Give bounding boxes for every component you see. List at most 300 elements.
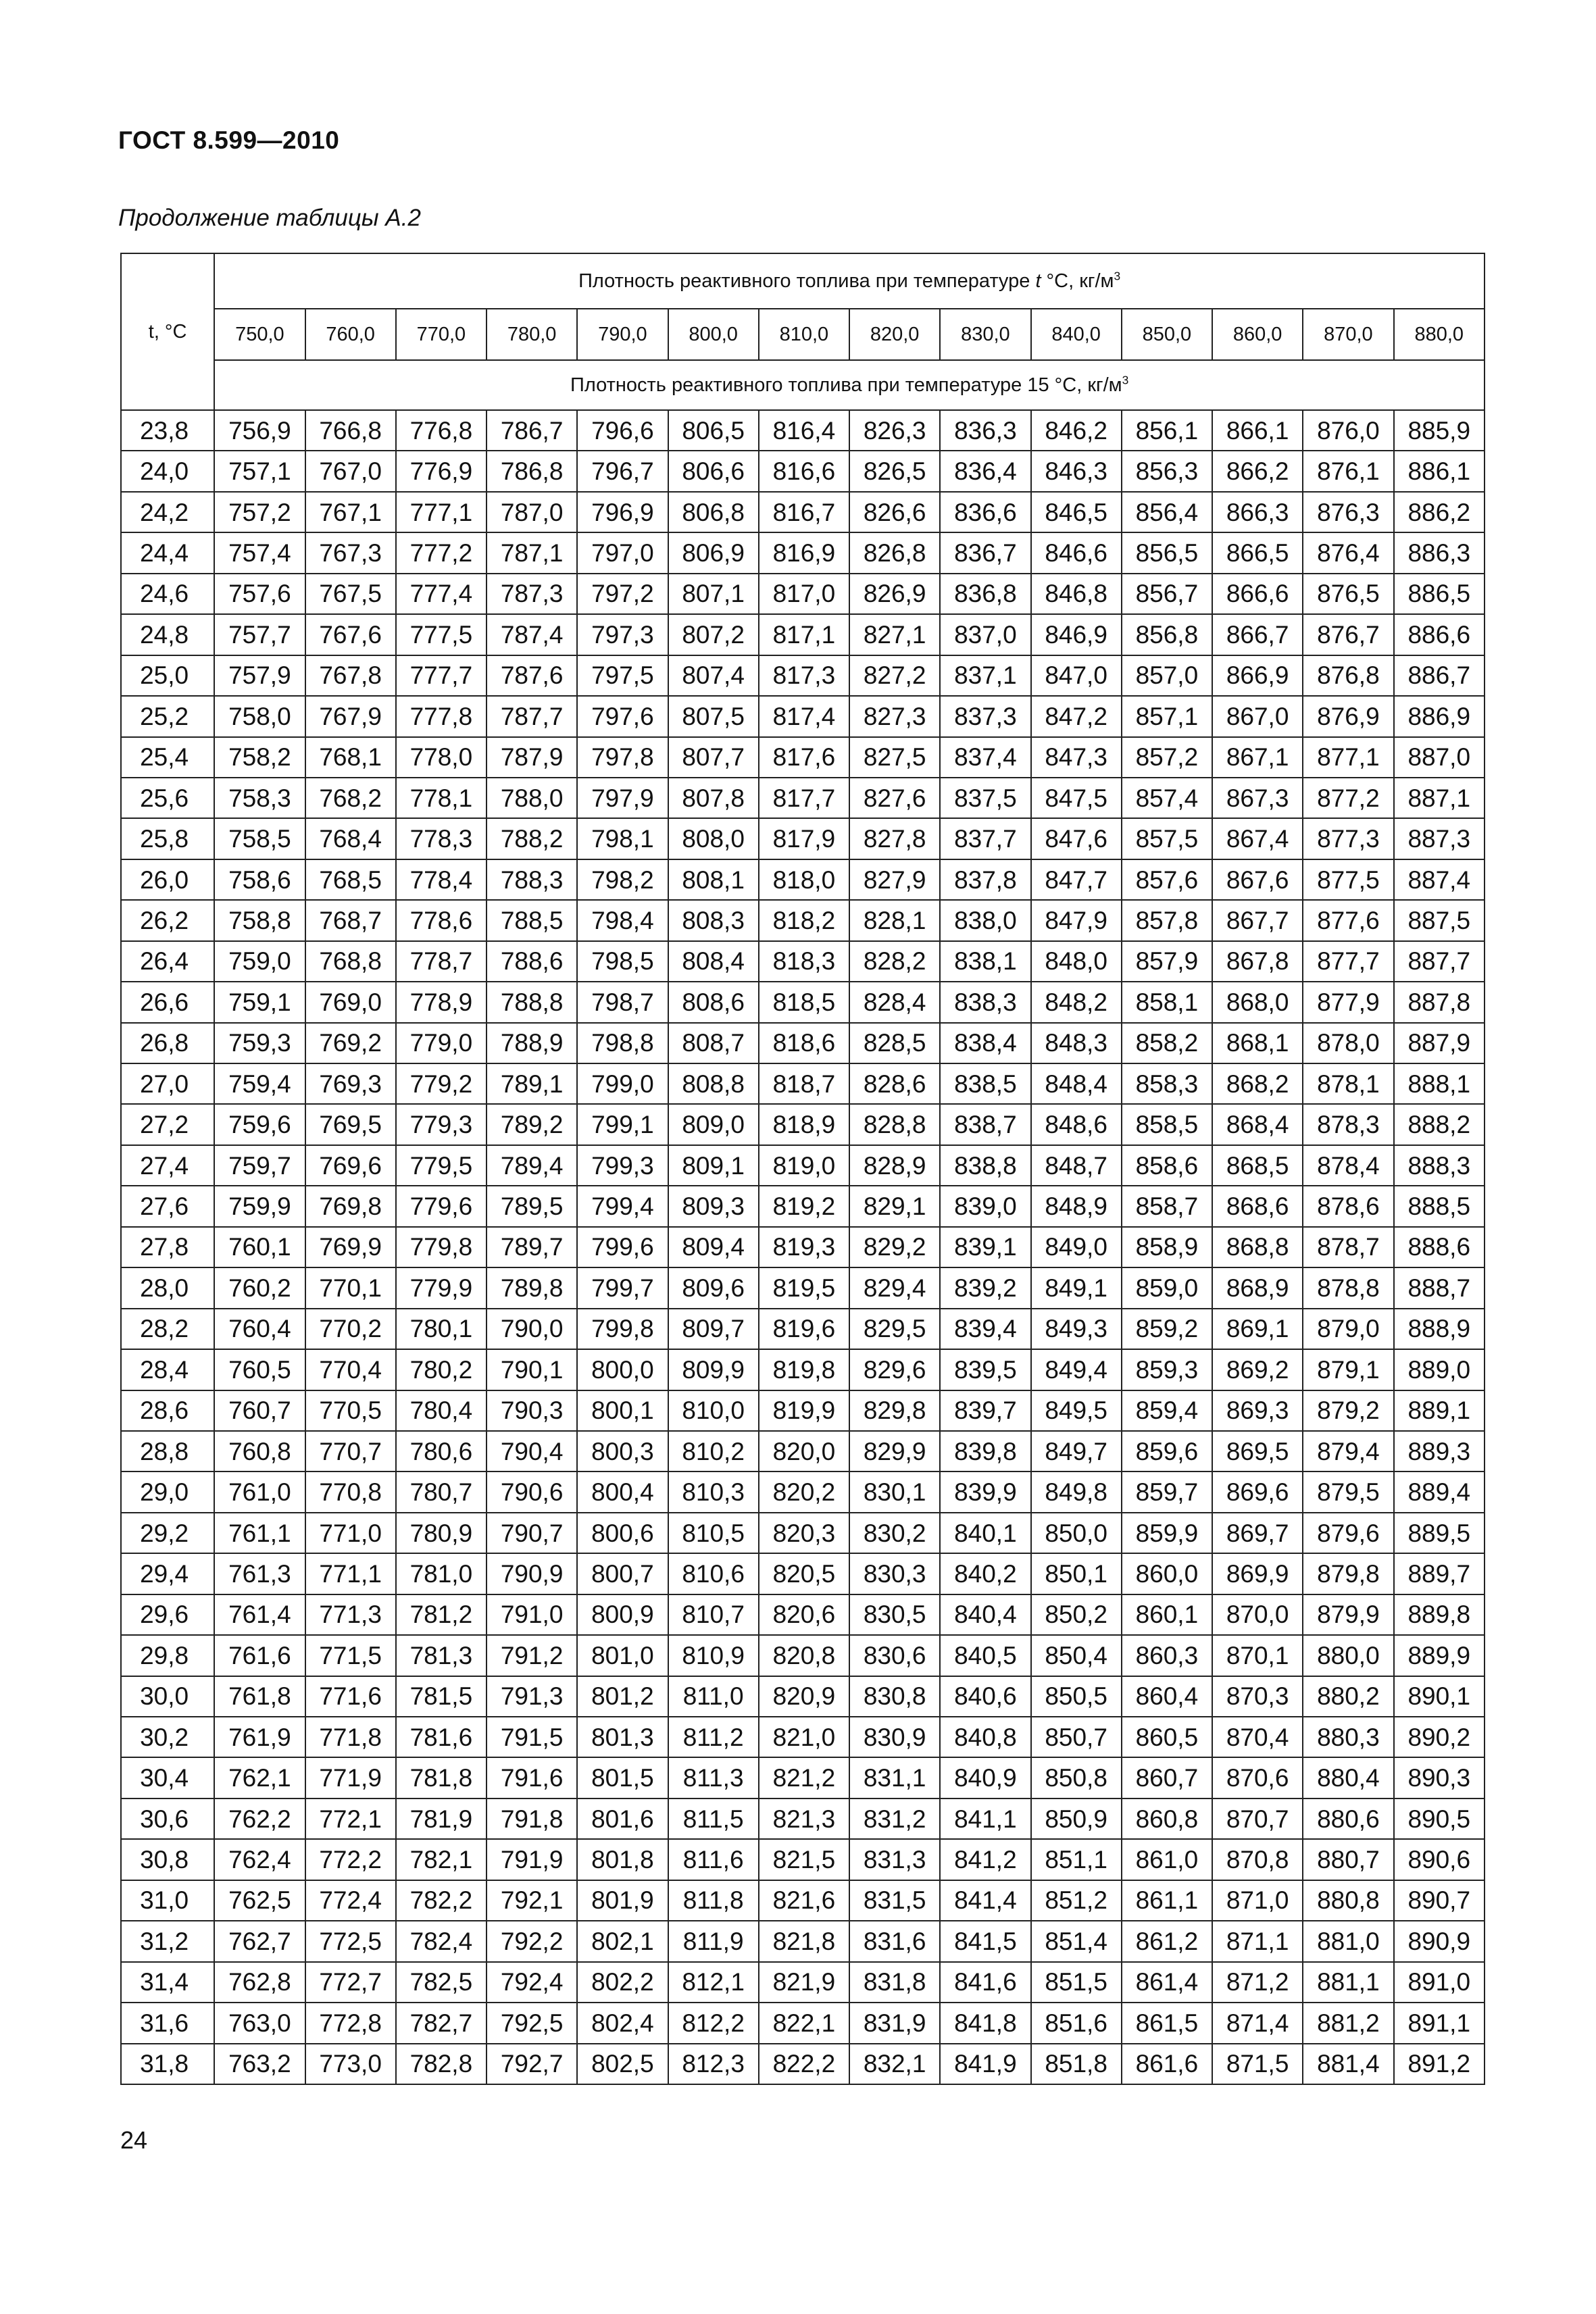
density-cell: 877,1 — [1303, 737, 1393, 778]
density-cell: 870,6 — [1212, 1757, 1303, 1798]
density-cell: 799,7 — [577, 1267, 668, 1308]
density-cell: 867,6 — [1212, 859, 1303, 900]
density-cell: 801,9 — [577, 1880, 668, 1921]
density-cell: 859,7 — [1122, 1472, 1212, 1512]
density-cell: 857,9 — [1122, 941, 1212, 982]
density-cell: 821,2 — [759, 1757, 849, 1798]
density-cell: 831,6 — [849, 1921, 940, 1961]
density-cell: 771,0 — [305, 1513, 396, 1553]
density-cell: 766,8 — [305, 410, 396, 451]
temperature-cell: 26,0 — [121, 859, 214, 900]
density-cell: 879,1 — [1303, 1349, 1393, 1390]
density-cell: 791,6 — [487, 1757, 577, 1798]
density-cell: 807,5 — [668, 696, 759, 736]
density-cell: 871,5 — [1212, 2044, 1303, 2084]
density-cell: 790,3 — [487, 1390, 577, 1431]
table-row — [121, 1186, 1485, 1226]
density-cell: 827,8 — [849, 818, 940, 859]
density-cell: 851,8 — [1031, 2044, 1122, 2084]
density-cell: 798,2 — [577, 859, 668, 900]
density-cell: 760,7 — [214, 1390, 305, 1431]
density-cell: 887,8 — [1394, 982, 1485, 1022]
density-cell: 760,2 — [214, 1267, 305, 1308]
density-cell: 791,5 — [487, 1717, 577, 1757]
density-cell: 779,6 — [396, 1186, 487, 1226]
density-cell: 801,5 — [577, 1757, 668, 1798]
t-header-cell — [121, 253, 214, 410]
density-cell: 857,1 — [1122, 696, 1212, 736]
density-cell: 848,0 — [1031, 941, 1122, 982]
density-cell: 846,2 — [1031, 410, 1122, 451]
density-cell: 826,5 — [849, 451, 940, 491]
table-row — [121, 1635, 1485, 1676]
density-cell: 767,9 — [305, 696, 396, 736]
density-cell: 792,2 — [487, 1921, 577, 1961]
column-header: 820,0 — [849, 309, 940, 360]
density-cell: 763,2 — [214, 2044, 305, 2084]
density-cell: 806,8 — [668, 492, 759, 532]
density-cell: 857,0 — [1122, 655, 1212, 696]
density-cell: 850,7 — [1031, 1717, 1122, 1757]
density-cell: 810,7 — [668, 1594, 759, 1635]
temperature-cell: 30,0 — [121, 1676, 214, 1717]
density-cell: 880,7 — [1303, 1839, 1393, 1880]
density-cell: 788,3 — [487, 859, 577, 900]
density-cell: 871,4 — [1212, 2003, 1303, 2043]
density-cell: 846,3 — [1031, 451, 1122, 491]
density-cell: 779,2 — [396, 1063, 487, 1104]
density-cell: 857,2 — [1122, 737, 1212, 778]
density-cell: 860,3 — [1122, 1635, 1212, 1676]
density-cell: 827,9 — [849, 859, 940, 900]
density-cell: 856,7 — [1122, 574, 1212, 614]
density-cell: 820,5 — [759, 1553, 849, 1594]
density-cell: 849,8 — [1031, 1472, 1122, 1512]
density-cell: 797,8 — [577, 737, 668, 778]
density-cell: 881,2 — [1303, 2003, 1393, 2043]
table-row — [121, 1594, 1485, 1635]
density-cell: 777,2 — [396, 532, 487, 573]
density-cell: 762,2 — [214, 1799, 305, 1839]
density-cell: 858,5 — [1122, 1104, 1212, 1145]
density-cell: 840,9 — [940, 1757, 1030, 1798]
density-cell: 807,7 — [668, 737, 759, 778]
density-cell: 811,8 — [668, 1880, 759, 1921]
density-cell: 787,1 — [487, 532, 577, 573]
density-cell: 859,9 — [1122, 1513, 1212, 1553]
table-row — [121, 1104, 1485, 1145]
density-cell: 768,4 — [305, 818, 396, 859]
density-cell: 871,0 — [1212, 1880, 1303, 1921]
density-cell: 870,1 — [1212, 1635, 1303, 1676]
density-cell: 868,5 — [1212, 1145, 1303, 1186]
density-cell: 809,6 — [668, 1267, 759, 1308]
temperature-cell: 26,2 — [121, 900, 214, 940]
density-cell: 831,9 — [849, 2003, 940, 2043]
density-cell: 812,1 — [668, 1962, 759, 2003]
density-cell: 772,7 — [305, 1962, 396, 2003]
density-cell: 860,8 — [1122, 1799, 1212, 1839]
density-cell: 771,9 — [305, 1757, 396, 1798]
bottom-header-cell — [214, 360, 1485, 410]
density-cell: 878,6 — [1303, 1186, 1393, 1226]
density-cell: 786,8 — [487, 451, 577, 491]
density-cell: 760,1 — [214, 1227, 305, 1267]
temperature-cell: 27,8 — [121, 1227, 214, 1267]
column-header: 760,0 — [305, 309, 396, 360]
density-cell: 800,9 — [577, 1594, 668, 1635]
density-cell: 808,0 — [668, 818, 759, 859]
density-cell: 811,0 — [668, 1676, 759, 1717]
density-cell: 879,2 — [1303, 1390, 1393, 1431]
density-cell: 866,5 — [1212, 532, 1303, 573]
density-cell: 829,5 — [849, 1309, 940, 1349]
density-cell: 791,9 — [487, 1839, 577, 1880]
density-cell: 886,5 — [1394, 574, 1485, 614]
table-row — [121, 1513, 1485, 1553]
density-cell: 887,3 — [1394, 818, 1485, 859]
density-cell: 859,2 — [1122, 1309, 1212, 1349]
density-cell: 826,3 — [849, 410, 940, 451]
density-cell: 830,5 — [849, 1594, 940, 1635]
density-cell: 797,2 — [577, 574, 668, 614]
density-cell: 788,5 — [487, 900, 577, 940]
density-cell: 830,1 — [849, 1472, 940, 1512]
density-cell: 850,5 — [1031, 1676, 1122, 1717]
density-cell: 848,7 — [1031, 1145, 1122, 1186]
density-cell: 798,5 — [577, 941, 668, 982]
density-cell: 788,2 — [487, 818, 577, 859]
table-row — [121, 1431, 1485, 1472]
density-cell: 759,0 — [214, 941, 305, 982]
density-cell: 841,2 — [940, 1839, 1030, 1880]
column-header-row — [121, 309, 1485, 360]
density-cell: 858,1 — [1122, 982, 1212, 1022]
density-cell: 858,3 — [1122, 1063, 1212, 1104]
temperature-cell: 25,6 — [121, 778, 214, 818]
column-header: 770,0 — [396, 309, 487, 360]
density-cell: 757,4 — [214, 532, 305, 573]
density-cell: 778,7 — [396, 941, 487, 982]
density-cell: 762,5 — [214, 1880, 305, 1921]
density-cell: 867,8 — [1212, 941, 1303, 982]
density-cell: 880,3 — [1303, 1717, 1393, 1757]
density-cell: 816,6 — [759, 451, 849, 491]
density-cell: 770,8 — [305, 1472, 396, 1512]
density-cell: 791,3 — [487, 1676, 577, 1717]
column-header: 810,0 — [759, 309, 849, 360]
table-row — [121, 941, 1485, 982]
density-cell: 837,3 — [940, 696, 1030, 736]
temperature-cell: 28,4 — [121, 1349, 214, 1390]
density-cell: 770,4 — [305, 1349, 396, 1390]
density-cell: 762,8 — [214, 1962, 305, 2003]
density-cell: 860,4 — [1122, 1676, 1212, 1717]
density-cell: 807,8 — [668, 778, 759, 818]
density-cell: 816,4 — [759, 410, 849, 451]
density-cell: 868,4 — [1212, 1104, 1303, 1145]
density-cell: 869,6 — [1212, 1472, 1303, 1512]
density-cell: 798,7 — [577, 982, 668, 1022]
density-cell: 763,0 — [214, 2003, 305, 2043]
density-cell: 769,2 — [305, 1023, 396, 1063]
density-cell: 769,5 — [305, 1104, 396, 1145]
density-cell: 761,0 — [214, 1472, 305, 1512]
density-cell: 761,4 — [214, 1594, 305, 1635]
density-cell: 840,6 — [940, 1676, 1030, 1717]
density-cell: 780,9 — [396, 1513, 487, 1553]
density-cell: 786,7 — [487, 410, 577, 451]
column-header: 860,0 — [1212, 309, 1303, 360]
density-cell: 817,3 — [759, 655, 849, 696]
density-cell: 887,0 — [1394, 737, 1485, 778]
density-cell: 887,4 — [1394, 859, 1485, 900]
density-cell: 837,5 — [940, 778, 1030, 818]
density-cell: 760,4 — [214, 1309, 305, 1349]
bottom-header-sup: 3 — [1122, 372, 1129, 386]
density-cell: 890,5 — [1394, 1799, 1485, 1839]
density-cell: 851,1 — [1031, 1839, 1122, 1880]
density-cell: 861,6 — [1122, 2044, 1212, 2084]
density-cell: 819,0 — [759, 1145, 849, 1186]
density-cell: 772,5 — [305, 1921, 396, 1961]
density-cell: 837,7 — [940, 818, 1030, 859]
density-cell: 777,4 — [396, 574, 487, 614]
table-row — [121, 1553, 1485, 1594]
density-cell: 778,9 — [396, 982, 487, 1022]
density-cell: 851,2 — [1031, 1880, 1122, 1921]
density-cell: 808,3 — [668, 900, 759, 940]
density-cell: 791,0 — [487, 1594, 577, 1635]
density-cell: 819,6 — [759, 1309, 849, 1349]
density-cell: 886,2 — [1394, 492, 1485, 532]
density-cell: 859,6 — [1122, 1431, 1212, 1472]
temperature-cell: 29,8 — [121, 1635, 214, 1676]
top-header-t: t — [1035, 270, 1041, 292]
density-cell: 850,2 — [1031, 1594, 1122, 1635]
table-row — [121, 1023, 1485, 1063]
density-cell: 770,7 — [305, 1431, 396, 1472]
density-cell: 869,1 — [1212, 1309, 1303, 1349]
density-cell: 818,7 — [759, 1063, 849, 1104]
density-cell: 840,8 — [940, 1717, 1030, 1757]
density-cell: 792,5 — [487, 2003, 577, 2043]
temperature-cell: 30,4 — [121, 1757, 214, 1798]
density-cell: 856,8 — [1122, 614, 1212, 655]
density-cell: 889,7 — [1394, 1553, 1485, 1594]
column-header: 790,0 — [577, 309, 668, 360]
density-cell: 797,6 — [577, 696, 668, 736]
density-cell: 822,2 — [759, 2044, 849, 2084]
density-cell: 828,9 — [849, 1145, 940, 1186]
density-cell: 869,5 — [1212, 1431, 1303, 1472]
density-cell: 780,6 — [396, 1431, 487, 1472]
density-cell: 820,9 — [759, 1676, 849, 1717]
density-cell: 807,1 — [668, 574, 759, 614]
density-cell: 861,2 — [1122, 1921, 1212, 1961]
density-cell: 868,9 — [1212, 1267, 1303, 1308]
density-cell: 888,5 — [1394, 1186, 1485, 1226]
density-cell: 877,5 — [1303, 859, 1393, 900]
density-cell: 859,4 — [1122, 1390, 1212, 1431]
density-cell: 772,8 — [305, 2003, 396, 2043]
column-header: 830,0 — [940, 309, 1030, 360]
density-cell: 821,8 — [759, 1921, 849, 1961]
density-cell: 800,1 — [577, 1390, 668, 1431]
density-cell: 889,0 — [1394, 1349, 1485, 1390]
table-row — [121, 900, 1485, 940]
density-cell: 759,6 — [214, 1104, 305, 1145]
density-cell: 790,6 — [487, 1472, 577, 1512]
density-cell: 771,5 — [305, 1635, 396, 1676]
density-cell: 849,1 — [1031, 1267, 1122, 1308]
density-cell: 839,0 — [940, 1186, 1030, 1226]
density-cell: 838,1 — [940, 941, 1030, 982]
density-cell: 810,5 — [668, 1513, 759, 1553]
table-row — [121, 2003, 1485, 2043]
density-cell: 887,7 — [1394, 941, 1485, 982]
density-cell: 860,1 — [1122, 1594, 1212, 1635]
top-header-cell — [214, 253, 1485, 309]
density-cell: 787,4 — [487, 614, 577, 655]
density-cell: 780,7 — [396, 1472, 487, 1512]
density-cell: 876,1 — [1303, 451, 1393, 491]
density-cell: 859,0 — [1122, 1267, 1212, 1308]
density-cell: 866,3 — [1212, 492, 1303, 532]
density-cell: 779,8 — [396, 1227, 487, 1267]
density-cell: 787,6 — [487, 655, 577, 696]
density-cell: 800,4 — [577, 1472, 668, 1512]
table-row — [121, 451, 1485, 491]
density-cell: 808,1 — [668, 859, 759, 900]
table-row — [121, 859, 1485, 900]
density-cell: 890,1 — [1394, 1676, 1485, 1717]
density-cell: 770,5 — [305, 1390, 396, 1431]
density-cell: 851,5 — [1031, 1962, 1122, 2003]
table-row — [121, 1880, 1485, 1921]
table-row — [121, 1839, 1485, 1880]
density-cell: 888,1 — [1394, 1063, 1485, 1104]
density-cell: 788,6 — [487, 941, 577, 982]
density-cell: 759,9 — [214, 1186, 305, 1226]
density-cell: 790,4 — [487, 1431, 577, 1472]
density-cell: 810,9 — [668, 1635, 759, 1676]
density-cell: 860,5 — [1122, 1717, 1212, 1757]
density-cell: 877,2 — [1303, 778, 1393, 818]
table-row — [121, 818, 1485, 859]
density-cell: 778,0 — [396, 737, 487, 778]
temperature-cell: 27,0 — [121, 1063, 214, 1104]
density-cell: 839,8 — [940, 1431, 1030, 1472]
density-cell: 782,4 — [396, 1921, 487, 1961]
density-cell: 837,8 — [940, 859, 1030, 900]
density-cell: 789,5 — [487, 1186, 577, 1226]
density-cell: 799,1 — [577, 1104, 668, 1145]
density-cell: 778,3 — [396, 818, 487, 859]
density-cell: 839,7 — [940, 1390, 1030, 1431]
density-cell: 778,4 — [396, 859, 487, 900]
density-cell: 758,5 — [214, 818, 305, 859]
density-cell: 821,6 — [759, 1880, 849, 1921]
density-cell: 790,1 — [487, 1349, 577, 1390]
density-cell: 877,7 — [1303, 941, 1393, 982]
density-cell: 818,5 — [759, 982, 849, 1022]
temperature-cell: 31,8 — [121, 2044, 214, 2084]
density-cell: 839,4 — [940, 1309, 1030, 1349]
density-cell: 761,3 — [214, 1553, 305, 1594]
density-cell: 885,9 — [1394, 410, 1485, 451]
density-cell: 880,0 — [1303, 1635, 1393, 1676]
density-cell: 781,3 — [396, 1635, 487, 1676]
temperature-cell: 28,8 — [121, 1431, 214, 1472]
density-cell: 871,1 — [1212, 1921, 1303, 1961]
density-cell: 782,8 — [396, 2044, 487, 2084]
density-cell: 782,7 — [396, 2003, 487, 2043]
density-cell: 838,7 — [940, 1104, 1030, 1145]
density-cell: 846,6 — [1031, 532, 1122, 573]
density-cell: 787,3 — [487, 574, 577, 614]
column-header: 800,0 — [668, 309, 759, 360]
density-cell: 780,4 — [396, 1390, 487, 1431]
density-cell: 821,9 — [759, 1962, 849, 2003]
density-cell: 758,6 — [214, 859, 305, 900]
density-cell: 798,8 — [577, 1023, 668, 1063]
temperature-cell: 29,4 — [121, 1553, 214, 1594]
density-cell: 809,9 — [668, 1349, 759, 1390]
density-cell: 837,0 — [940, 614, 1030, 655]
density-cell: 870,7 — [1212, 1799, 1303, 1839]
density-cell: 792,7 — [487, 2044, 577, 2084]
density-cell: 801,2 — [577, 1676, 668, 1717]
density-cell: 767,3 — [305, 532, 396, 573]
density-cell: 776,8 — [396, 410, 487, 451]
density-cell: 817,1 — [759, 614, 849, 655]
density-cell: 847,9 — [1031, 900, 1122, 940]
density-cell: 856,1 — [1122, 410, 1212, 451]
density-cell: 788,8 — [487, 982, 577, 1022]
density-cell: 858,2 — [1122, 1023, 1212, 1063]
density-cell: 809,4 — [668, 1227, 759, 1267]
density-cell: 857,6 — [1122, 859, 1212, 900]
density-cell: 759,3 — [214, 1023, 305, 1063]
density-cell: 818,0 — [759, 859, 849, 900]
temperature-cell: 24,6 — [121, 574, 214, 614]
density-cell: 759,4 — [214, 1063, 305, 1104]
density-cell: 761,6 — [214, 1635, 305, 1676]
density-cell: 799,6 — [577, 1227, 668, 1267]
density-cell: 782,5 — [396, 1962, 487, 2003]
density-cell: 820,8 — [759, 1635, 849, 1676]
density-cell: 831,3 — [849, 1839, 940, 1880]
density-cell: 760,8 — [214, 1431, 305, 1472]
density-cell: 778,1 — [396, 778, 487, 818]
density-cell: 819,3 — [759, 1227, 849, 1267]
density-cell: 868,8 — [1212, 1227, 1303, 1267]
density-cell: 799,0 — [577, 1063, 668, 1104]
density-cell: 762,4 — [214, 1839, 305, 1880]
density-cell: 891,1 — [1394, 2003, 1485, 2043]
table-header — [121, 253, 1485, 410]
table-row — [121, 1799, 1485, 1839]
density-cell: 779,5 — [396, 1145, 487, 1186]
density-cell: 888,6 — [1394, 1227, 1485, 1267]
density-cell: 829,6 — [849, 1349, 940, 1390]
density-cell: 850,1 — [1031, 1553, 1122, 1594]
density-cell: 781,6 — [396, 1717, 487, 1757]
density-cell: 868,0 — [1212, 982, 1303, 1022]
density-cell: 870,3 — [1212, 1676, 1303, 1717]
density-cell: 880,8 — [1303, 1880, 1393, 1921]
